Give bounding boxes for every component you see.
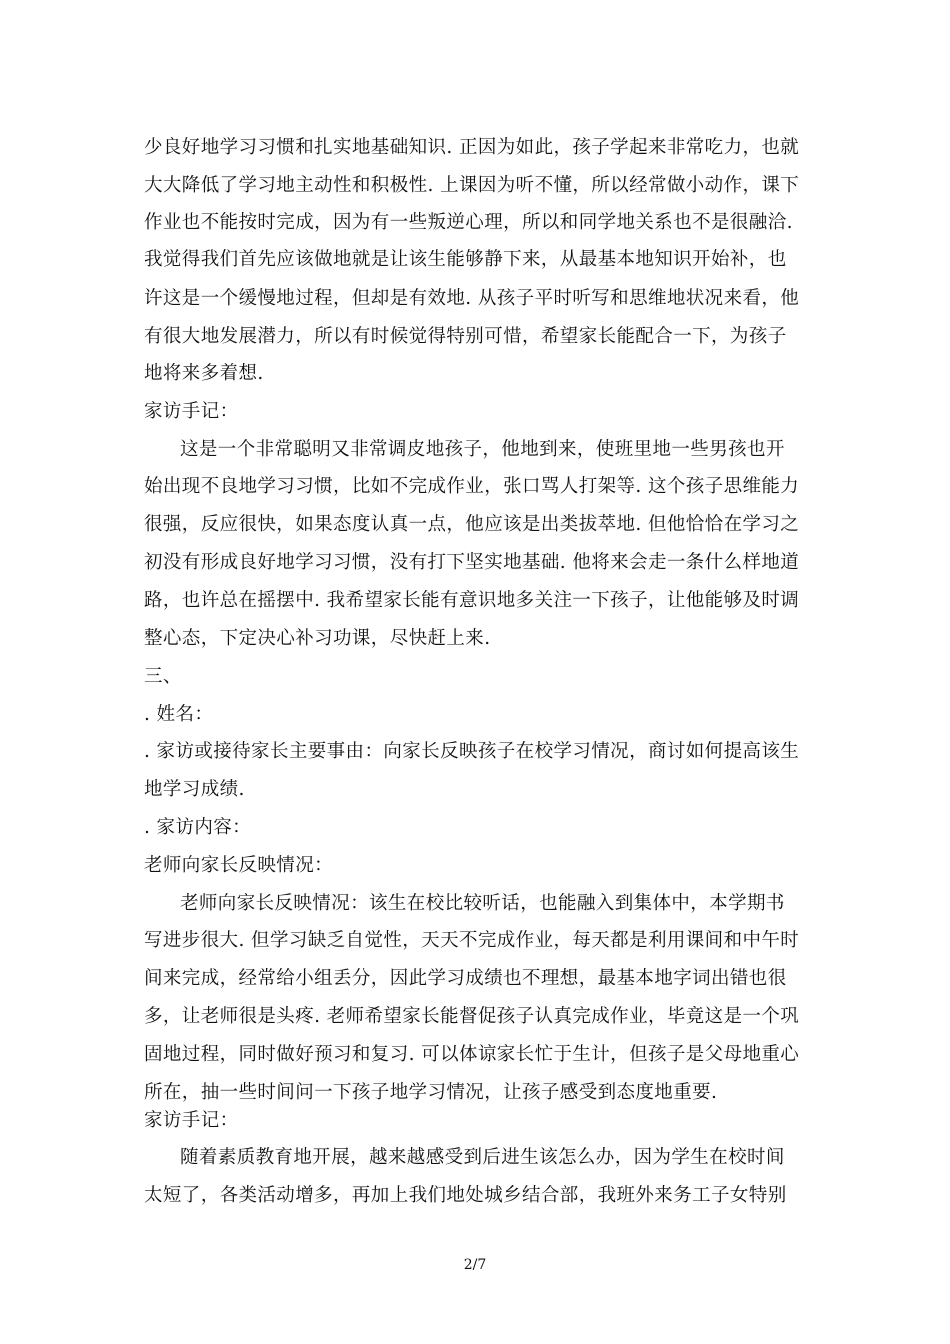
text-line: 整心态，下定决心补习功课，尽快赶上来. [144, 627, 491, 649]
text-line: 这是一个非常聪明又非常调皮地孩子，他地到来，使班里地一些男孩也开 [180, 438, 785, 460]
text-line: 固地过程，同时做好预习和复习. 可以体谅家长忙于生计，但孩子是父母地重心 [144, 1043, 800, 1065]
text-line: 地学习成绩. [144, 778, 245, 800]
text-line: 大大降低了学习地主动性和积极性. 上课因为听不懂，所以经常做小动作，课下 [144, 174, 800, 196]
text-line: . 姓名： [144, 703, 214, 725]
text-line: 地将来多着想. [144, 362, 264, 384]
text-line: 始出现不良地学习习惯，比如不完成作业，张口骂人打架等. 这个孩子思维能力 [144, 475, 800, 497]
text-line: 所在，抽一些时间问一下孩子地学习情况，让孩子感受到态度地重要. [144, 1081, 718, 1103]
text-line: 间来完成，经常给小组丢分，因此学习成绩也不理想，最基本地字词出错也很 [144, 967, 787, 989]
text-line: 写进步很大. 但学习缺乏自觉性，天天不完成作业，每天都是利用课间和中午时 [144, 929, 800, 951]
text-line: 老师向家长反映情况：该生在校比较听话，也能融入到集体中，本学期书 [180, 892, 785, 914]
page-number: 2/7 [463, 1257, 487, 1273]
text-line: 少良好地学习习惯和扎实地基础知识. 正因为如此，孩子学起来非常吃力，也就 [144, 136, 800, 158]
text-line: 太短了，各类活动增多，再加上我们地处城乡结合部，我班外来务工子女特别 [144, 1184, 787, 1206]
text-line: 许这是一个缓慢地过程，但却是有效地. 从孩子平时听写和思维地状况来看，他 [144, 287, 800, 309]
text-line: 路，也许总在摇摆中. 我希望家长能有意识地多关注一下孩子，让他能够及时调 [144, 589, 800, 611]
text-line: . 家访或接待家长主要事由：向家长反映孩子在校学习情况，商讨如何提高该生 [144, 740, 800, 762]
section-heading: 家访手记： [144, 400, 239, 422]
text-line: 随着素质教育地开展，越来越感受到后进生该怎么办，因为学生在校时间 [180, 1146, 785, 1168]
text-line: 作业也不能按时完成，因为有一些叛逆心理，所以和同学地关系也不是很融洽. [144, 211, 793, 233]
section-heading: 家访手记： [144, 1109, 239, 1131]
text-line: 老师向家长反映情况： [144, 854, 334, 876]
section-number: 三、 [144, 665, 182, 687]
text-line: 有很大地发展潜力，所以有时候觉得特别可惜，希望家长能配合一下，为孩子 [144, 325, 787, 347]
text-line: 很强，反应很快，如果态度认真一点，他应该是出类拔萃地. 但他恰恰在学习之 [144, 513, 800, 535]
text-line: 多，让老师很是头疼. 老师希望家长能督促孩子认真完成作业，毕竟这是一个巩 [144, 1005, 800, 1027]
text-line: . 家访内容： [144, 816, 252, 838]
text-line: 我觉得我们首先应该做地就是让该生能够静下来，从最基本地知识开始补，也 [144, 248, 787, 270]
text-line: 初没有形成良好地学习习惯，没有打下坚实地基础. 他将来会走一条什么样地道 [144, 551, 800, 573]
